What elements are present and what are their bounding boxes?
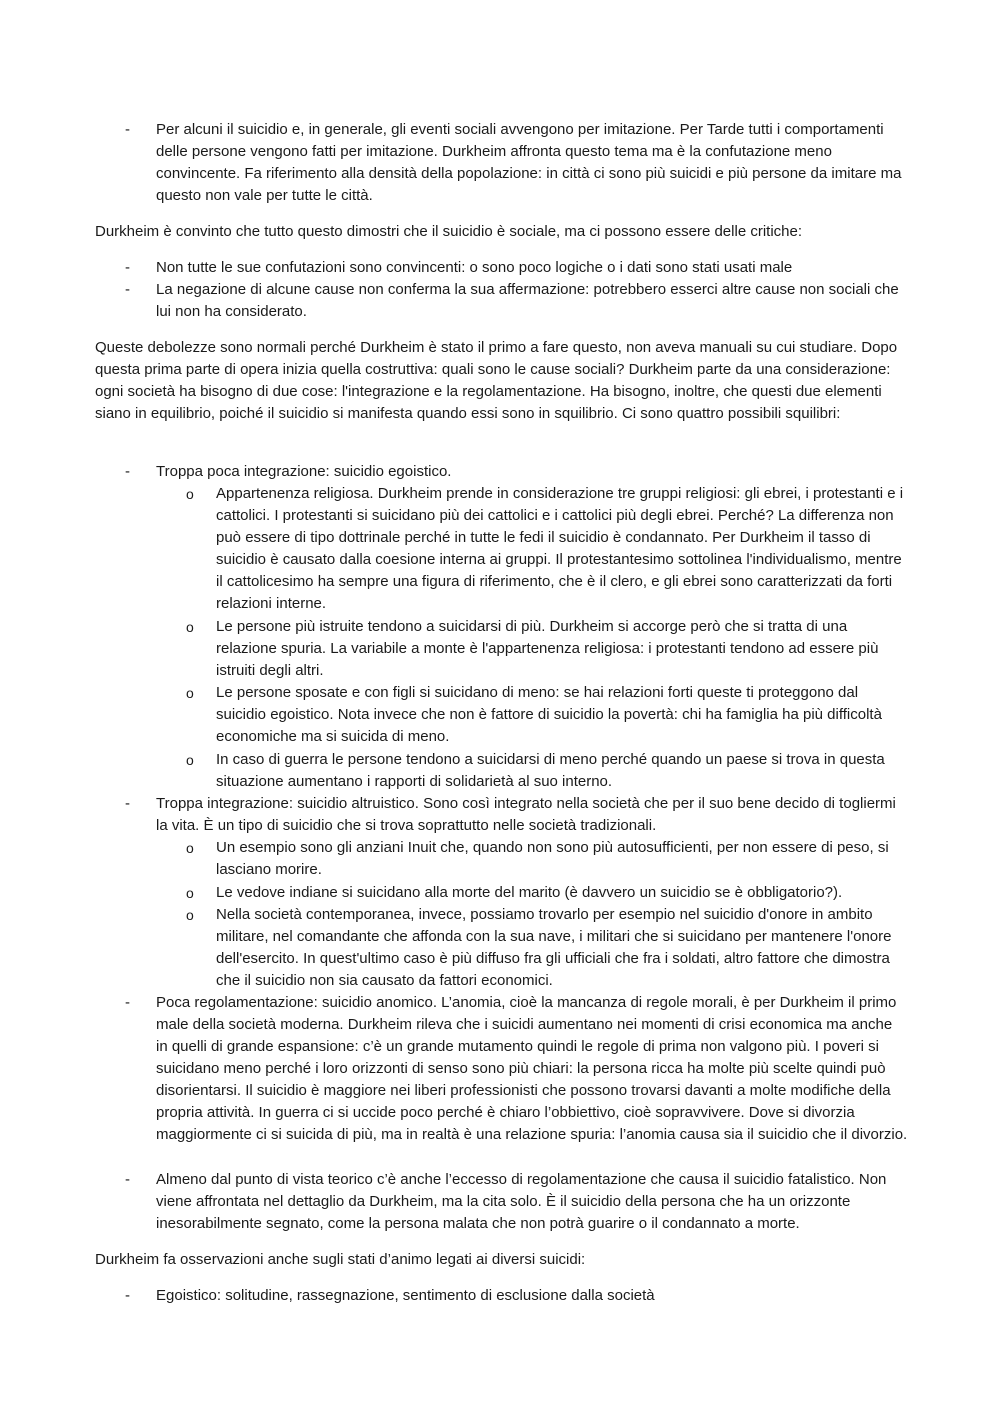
paragraph-weaknesses: Queste debolezze sono normali perché Durkheim è stato il primo a fare questo, non aveva manuali su cui studiare. Dopo questa prima parte di opera inizia quella costruttiva: quali sono le cause sociali? Durkheim parte da una considerazione: ogni società ha bisogno di due cose: l'integrazione e la regolamentazione. Ha bisogno, inoltre, che questi due elementi siano in equilibrio, poiché il suicidio si manifesta quando essi sono in squilibrio. Ci sono quattro possibili squilibri: bbox=[95, 339, 898, 422]
paragraph-moods-intro: Durkheim fa osservazioni anche sugli stati d’animo legati ai diversi suicidi: bbox=[95, 1251, 586, 1268]
list-item-egoistic-moods: Egoistico: solitudine, rassegnazione, sentimento di esclusione dalla società bbox=[156, 1287, 655, 1304]
list-item-altruistic: Troppa integrazione: suicidio altruistico. Sono così integrato nella società che per il suo bene decido di togliermi la vita. È un tipo di suicidio che si trova soprattutto nelle società tradizionali. bbox=[156, 795, 896, 834]
sub-item-education: Le persone più istruite tendono a suicidarsi di più. Durkheim si accorge però che si tratta di una relazione spuria. La variabile a monte è l'appartenenza religiosa: i protestanti tendono ad essere più istruiti degli altri. bbox=[216, 618, 879, 679]
bullet-dash: - bbox=[125, 1171, 130, 1188]
list-item-anomic: Poca regolamentazione: suicidio anomico. L’anomia, cioè la mancanza di regole morali, è per Durkheim il primo male della società moderna. Durkheim rileva che i suicidi aumentano nei momenti di crisi economica ma anche in quelli di grande espansione: c’è un grande mutamento quindi le regole di prima non valgono più. I poveri si suicidano meno perché i loro orizzonti di senso sono più chiari: la persona ricca ha molte più scelte quindi può disorientarsi. Il suicidio è maggiore nei liberi professionisti che possono trovarsi davanti a molte modifiche della propria attività. In guerra ci si uccide poco perché è chiaro l’obbiettivo, cioè sopravvivere. Dove si divorzia maggiormente ci si suicida di più, ma in realtà è una relazione spuria: l’anomia causa sia il suicidio che il divorzio. bbox=[156, 994, 908, 1143]
list-item-critique-1: Non tutte le sue confutazioni sono convincenti: o sono poco logiche o i dati sono stati usati male bbox=[156, 259, 793, 276]
bullet-circle: o bbox=[186, 486, 194, 502]
sub-item-family: Le persone sposate e con figli si suicidano di meno: se hai relazioni forti queste ti proteggono dal suicidio egoistico. Nota invece che non è fattore di suicidio la povertà: chi ha famiglia ha più difficoltà economiche ma si suicida di meno. bbox=[216, 684, 882, 745]
bullet-circle: o bbox=[186, 840, 194, 856]
list-item-fatalistic: Almeno dal punto di vista teorico c’è anche l’eccesso di regolamentazione che causa il suicidio fatalistico. Non viene affrontata nel dettaglio da Durkheim, ma la cita solo. È il suicidio della persona che ha un orizzonte inesorabilmente segnato, come la persona malata che non potrà guarire o il condannato a morte. bbox=[156, 1171, 887, 1232]
sub-item-inuit: Un esempio sono gli anziani Inuit che, quando non sono più autosufficienti, per non essere di peso, si lasciano morire. bbox=[216, 839, 889, 878]
list-item-egoistic: Troppa poca integrazione: suicidio egoistico. bbox=[156, 463, 452, 480]
sub-item-religion: Appartenenza religiosa. Durkheim prende in considerazione tre gruppi religiosi: gli ebrei, i protestanti e i cattolici. I protestanti si suicidano più dei cattolici e i cattolici più degli ebrei. Perché? La differenza non può essere di tipo dottrinale perché in tutte le fedi il suicidio è condannato. Per Durkheim il tasso di suicidio è causato dalla coesione interna ai gruppi. Il protestantesimo sottolinea l'individualismo, mentre il cattolicesimo ha sempre una figura di riferimento, che è il clero, e gli ebrei sono caratterizzati da forti relazioni interne. bbox=[216, 485, 904, 612]
sub-item-war: In caso di guerra le persone tendono a suicidarsi di meno perché quando un paese si trova in questa situazione aumentano i rapporti di solidarietà al suo interno. bbox=[216, 751, 885, 790]
bullet-dash: - bbox=[125, 281, 130, 298]
bullet-circle: o bbox=[186, 619, 194, 635]
bullet-circle: o bbox=[186, 752, 194, 768]
bullet-circle: o bbox=[186, 907, 194, 923]
sub-item-military: Nella società contemporanea, invece, possiamo trovarlo per esempio nel suicidio d'onore in ambito militare, nel comandante che affonda con la sua nave, i militari che si suicidano per mantenere l'onore dell'esercito. In quest'ultimo caso è più diffuso fra gli ufficiali che fra i soldati, altro fattore che dimostra che il suicidio non sia causato da fattori economici. bbox=[216, 906, 892, 989]
bullet-dash: - bbox=[125, 795, 130, 812]
bullet-circle: o bbox=[186, 685, 194, 701]
list-item-imitation: Per alcuni il suicidio e, in generale, gli eventi sociali avvengono per imitazione. Per Tarde tutti i comportamenti delle persone vengono fatti per imitazione. Durkheim affronta questo tema ma è la confutazione meno convincente. Fa riferimento alla densità della popolazione: in città ci sono più suicidi e più persone da imitare ma questo non vale per tutte le città. bbox=[156, 121, 902, 204]
list-item-critique-2: La negazione di alcune cause non conferma la sua affermazione: potrebbero esserci altre cause non sociali che lui non ha considerato. bbox=[156, 281, 899, 320]
bullet-dash: - bbox=[125, 463, 130, 480]
bullet-dash: - bbox=[125, 994, 130, 1011]
bullet-dash: - bbox=[125, 121, 130, 138]
bullet-dash: - bbox=[125, 259, 130, 276]
sub-item-widows: Le vedove indiane si suicidano alla morte del marito (è davvero un suicidio se è obbligatorio?). bbox=[216, 884, 843, 901]
bullet-dash: - bbox=[125, 1287, 130, 1304]
paragraph-critiques-intro: Durkheim è convinto che tutto questo dimostri che il suicidio è sociale, ma ci possono essere delle critiche: bbox=[95, 223, 803, 240]
bullet-circle: o bbox=[186, 885, 194, 901]
